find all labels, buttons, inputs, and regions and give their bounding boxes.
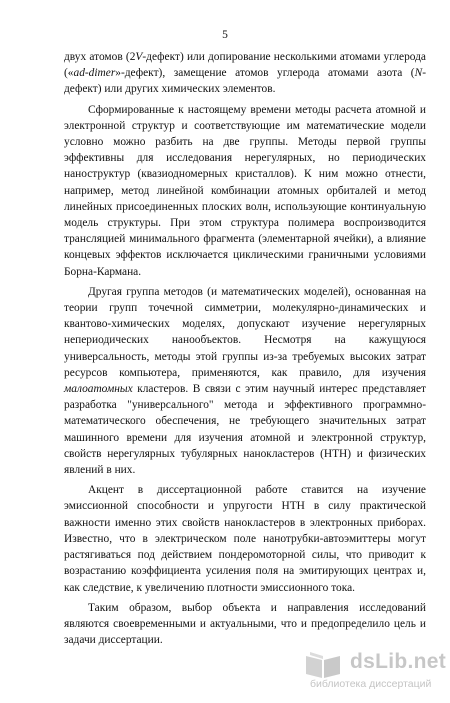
italic-term: ad-dimer	[73, 67, 116, 80]
watermark-caption: библиотека диссертаций	[310, 678, 432, 690]
text-run: кластеров. В связи с этим научный интерес представляет разработка "универсального" метода и эффективного программно-математического обеспечения, не требующего значительных затрат машинного времени для изучения атомной и электронной структур, свойств нерегулярных тубулярных нанокластеров (НТН) и физических явлений в них.	[64, 383, 426, 477]
paragraph-p3	[64, 284, 426, 478]
paragraph-p2	[64, 102, 426, 280]
watermark	[300, 650, 447, 696]
text-run: Сформированные к настоящему времени методы расчета атомной и электронной структур и соответствующие им математические модели условно можно разбить на две группы. Методы первой группы эффективны для исследования нерегулярных, но периодических наноструктур (квазиодномерных кристаллов). К ним можно отнести, например, метод линейной комбинации атомных орбиталей и метод линейных присоединенных плоских волн, использующие континуальную модель структуры. При этом структура полимера воспроизводится трансляцией минимального фрагмента (элементарной ячейки), а влияние концевых эффектов исключается циклическими граничными условиями Борна-Кармана.	[64, 103, 426, 278]
italic-term: V	[135, 51, 143, 63]
paragraph-p1	[64, 49, 426, 98]
paragraph-p5	[64, 600, 426, 649]
text-run: двух атомов (2	[64, 51, 136, 63]
text-run: »-дефект), замещение атомов углерода атомами азота (	[115, 67, 415, 80]
book-icon	[300, 650, 348, 680]
text-run: Акцент в диссертационной работе ставится на изучение эмиссионной способности и упругости НТН в силу практической важности именно этих свойств нанокластеров в электронных приборах. Известно, что в электрическом поле нанотрубки-автоэмиттеры могут растягиваться под действием пондеромоторной силы, что приводит к возрастанию коэффициента усиления поля на эмитирующих центрах и, как следствие, к увеличению плотности эмиссионного тока.	[64, 484, 426, 594]
paragraph-p4	[64, 482, 426, 595]
body-text	[64, 49, 426, 648]
italic-term: малоатомных	[64, 383, 133, 396]
italic-term: N	[414, 67, 423, 80]
watermark-logo: dsLib.net	[350, 650, 447, 673]
page-number: 5	[222, 29, 228, 41]
text-run: -дефект) или других химических элементов.	[64, 67, 426, 96]
text-run: -дефект) или допирование несколькими атомами углерода («	[64, 51, 426, 80]
text-run: Таким образом, выбор объекта и направления исследований являются своевременными и актуальными, что и предопределило цель и задачи диссертации.	[64, 601, 426, 647]
text-run: Другая группа методов (и математических моделей), основанная на теории групп точечной симметрии, молекулярно-динамических и квантово-химических моделях, допускают изучение нерегулярных непериодических нанообъектов. Несмотря на кажущуюся универсальность, методы этой группы из-за требуемых высоких затрат ресурсов компьютера, применяются, как правило, для изучения	[64, 285, 426, 379]
